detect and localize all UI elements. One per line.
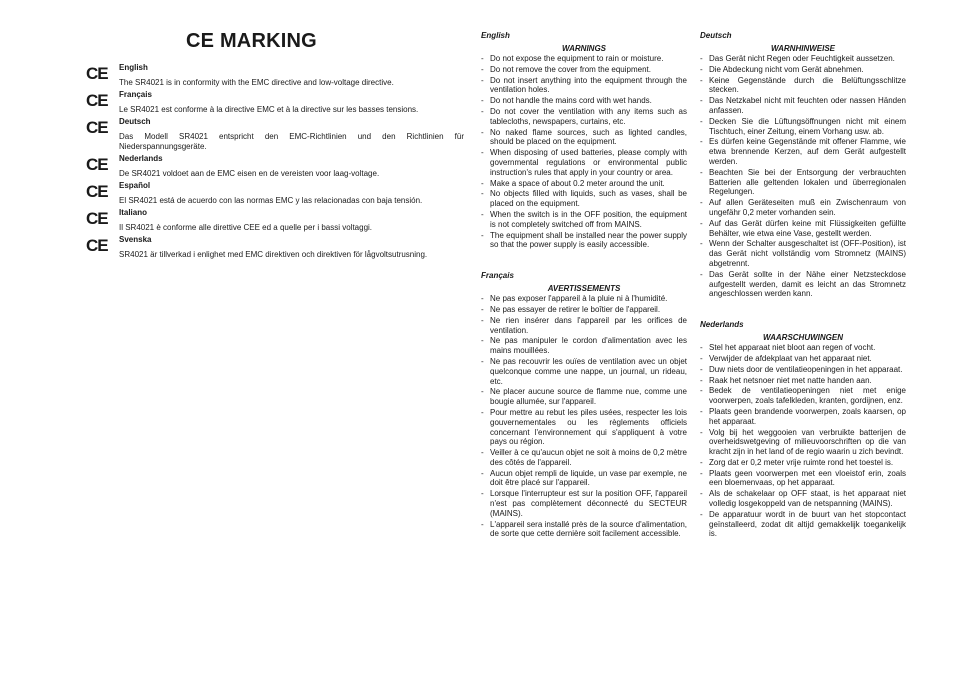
warning-list — [481, 54, 687, 250]
warning-item: - Verwijder de afdekplaat van het apparaat niet. — [700, 354, 906, 364]
ce-language: Deutsch — [119, 117, 151, 126]
warning-item: - De apparatuur wordt in de buurt van het stopcontact geïnstalleerd, zodat dit altijd gemakkelijk toegankelijk is. — [700, 510, 906, 539]
ce-statement: El SR4021 está de acuerdo con las normas EMC y las relacionadas con baja tensión. — [119, 196, 423, 205]
warning-item: - Do not remove the cover from the equipment. — [481, 65, 687, 75]
ce-statement: SR4021 är tillverkad i enlighet med EMC direktiven och direktiven för lågvoltsutrusning. — [119, 250, 428, 259]
warning-item: - Das Netzkabel nicht mit feuchten oder nassen Händen anfassen. — [700, 96, 906, 116]
warning-item: - Aucun objet rempli de liquide, un vase par exemple, ne doit être placé sur l'appareil. — [481, 469, 687, 489]
warning-item: - Pour mettre au rebut les piles usées, respecter les lois gouvernementales ou les règlements officiels concernant l'environnement qui s'appliquent à votre pays ou région. — [481, 408, 687, 447]
warning-item: - Do not insert anything into the equipment through the ventilation holes. — [481, 76, 687, 96]
warning-list — [700, 54, 906, 299]
ce-entry — [86, 208, 464, 233]
warning-item: - Make a space of about 0.2 meter around the unit. — [481, 179, 687, 189]
warning-item: - Lorsque l'interrupteur est sur la position OFF, l'appareil n'est pas complètement déconnecté du SECTEUR (MAINS). — [481, 489, 687, 518]
ce-mark-icon: CE — [86, 64, 108, 83]
warnings-section-english — [481, 30, 687, 250]
warning-item: - Ne pas exposer l'appareil à la pluie ni à l'humidité. — [481, 294, 687, 304]
warning-item: - Do not handle the mains cord with wet hands. — [481, 96, 687, 106]
warning-item: - Als de schakelaar op OFF staat, is het apparaat niet volledig losgekoppeld van de netspanning (MAINS). — [700, 489, 906, 509]
ce-statement: Le SR4021 est conforme à la directive EMC et à la directive sur les basses tensions. — [119, 105, 419, 114]
section-heading: WAARSCHUWINGEN — [763, 333, 843, 343]
ce-language: English — [119, 63, 148, 72]
warning-item: - Beachten Sie bei der Entsorgung der verbrauchten Batterien alle geltenden lokalen und überregionalen Regelungen. — [700, 168, 906, 197]
warning-item: - Auf das Gerät dürfen keine mit Flüssigkeiten gefüllte Behälter, wie etwa eine Vase, gestellt werden. — [700, 219, 906, 239]
ce-statement: The SR4021 is in conformity with the EMC directive and low-voltage directive. — [119, 78, 394, 87]
section-language: Deutsch — [700, 31, 732, 40]
warning-item: - Zorg dat er 0,2 meter vrije ruimte rond het toestel is. — [700, 458, 906, 468]
ce-mark-icon: CE — [86, 182, 108, 201]
ce-mark-icon: CE — [86, 155, 108, 174]
section-heading: AVERTISSEMENTS — [547, 284, 621, 294]
ce-language: Español — [119, 181, 151, 190]
warning-item: - Wenn der Schalter ausgeschaltet ist (OFF-Position), ist das Gerät nicht vollständig vom Stromnetz (MAINS) abgetrennt. — [700, 239, 906, 268]
section-heading: WARNINGS — [562, 44, 606, 53]
warning-item: - Ne pas essayer de retirer le boîtier de l'appareil. — [481, 305, 687, 315]
ce-entry — [86, 154, 464, 179]
ce-mark-icon: CE — [86, 118, 108, 137]
warning-item: - Duw niets door de ventilatieopeningen in het apparaat. — [700, 365, 906, 375]
warning-item: - No naked flame sources, such as lighted candles, should be placed on the equipment. — [481, 128, 687, 148]
warning-item: - Auf allen Geräteseiten muß ein Zwischenraum von ungefähr 0,2 meter vorhanden sein. — [700, 198, 906, 218]
warnings-column-right — [700, 30, 906, 545]
warning-item: - Decken Sie die Lüftungsöffnungen nicht mit einem Tischtuch, einer Zeitung, einem Vorhang usw. ab. — [700, 117, 906, 137]
warning-item: - Plaats geen brandende voorwerpen, zoals kaarsen, op het apparaat. — [700, 407, 906, 427]
warning-item: - Veiller à ce qu'aucun objet ne soit à moins de 0,2 mètre des côtés de l'appareil. — [481, 448, 687, 468]
ce-language: Nederlands — [119, 154, 163, 163]
section-heading: WARNHINWEISE — [771, 44, 835, 53]
ce-mark-icon: CE — [86, 209, 108, 228]
warning-item: - Ne pas recouvrir les ouïes de ventilation avec un objet quelconque comme une nappe, un journal, un rideau, etc. — [481, 357, 687, 386]
ce-mark-icon: CE — [86, 91, 108, 110]
warnings-section-nederlands — [700, 319, 906, 539]
warning-item: - Ne pas manipuler le cordon d'alimentation avec les mains mouillées. — [481, 336, 687, 356]
warning-item: - Do not expose the equipment to rain or moisture. — [481, 54, 687, 64]
warning-item: - Do not cover the ventilation with any items such as tablecloths, newspapers, curtains, etc. — [481, 107, 687, 127]
warning-item: - Plaats geen voorwerpen met een vloeistof erin, zoals een bloemenvaas, op het apparaat. — [700, 469, 906, 489]
ce-language: Svenska — [119, 235, 152, 244]
warnings-section-deutsch — [700, 30, 906, 299]
warning-item: - Keine Gegenstände durch die Belüftungsschlitze stecken. — [700, 76, 906, 96]
warning-item: - Die Abdeckung nicht vom Gerät abnehmen. — [700, 65, 906, 75]
ce-entry — [86, 235, 464, 260]
section-language: Français — [481, 271, 514, 281]
warning-item: - Ne rien insérer dans l'appareil par les orifices de ventilation. — [481, 316, 687, 336]
ce-entry — [86, 181, 464, 206]
ce-mark-icon: CE — [86, 236, 108, 255]
ce-language: Italiano — [119, 208, 148, 217]
ce-statement: Das Modell SR4021 entspricht den EMC-Richtlinien und den Richtlinien für Niederspannungsgeräte. — [119, 132, 464, 151]
warning-item: - No objects filled with liquids, such as vases, shall be placed on the equipment. — [481, 189, 687, 209]
warning-item: - The equipment shall be installed near the power supply so that the power supply is easily accessible. — [481, 231, 687, 251]
warning-list — [700, 343, 906, 539]
ce-entry — [86, 63, 464, 88]
warning-item: - When the switch is in the OFF position, the equipment is not completely switched off from MAINS. — [481, 210, 687, 230]
warning-item: - Das Gerät sollte in der Nähe einer Netzsteckdose aufgestellt werden, damit es leicht an das Stromnetz angeschlossen werden kann. — [700, 270, 906, 299]
warnings-column-left — [481, 30, 687, 545]
ce-statement: De SR4021 voldoet aan de EMC eisen en de vereisten voor laag-voltage. — [119, 169, 380, 178]
warning-item: - Stel het apparaat niet bloot aan regen of vocht. — [700, 343, 906, 353]
ce-declarations — [86, 63, 464, 262]
warning-item: - Es dürfen keine Gegenstände mit offener Flamme, wie etwa brennende Kerzen, auf dem Gerät aufgestellt werden. — [700, 137, 906, 166]
warning-item: - Raak het netsnoer niet met natte handen aan. — [700, 376, 906, 386]
warning-item: - Volg bij het weggooien van verbruikte batterijen de overheidswetgeving of milieuvoorschriften op die van kracht zijn in het land of de regio waarin u zich bevindt. — [700, 428, 906, 457]
warning-item: - Ne placer aucune source de flamme nue, comme une bougie allumée, sur l'appareil. — [481, 387, 687, 407]
ce-language: Français — [119, 90, 152, 99]
ce-entry — [86, 90, 464, 115]
section-language: Nederlands — [700, 320, 744, 330]
warning-item: - Bedek de ventilatieopeningen niet met enige voorwerpen, zoals tafelkleden, kranten, gordijnen, enz. — [700, 386, 906, 406]
ce-statement: Il SR4021 è conforme alle direttive CEE ed a quelle per i bassi voltaggi. — [119, 223, 373, 232]
warning-list — [481, 294, 687, 539]
ce-entry — [86, 117, 464, 152]
page-title: CE MARKING — [186, 30, 317, 52]
section-language: English — [481, 31, 510, 40]
warning-item: - L'appareil sera installé près de la source d'alimentation, de sorte que cette dernière soit facilement accessible. — [481, 520, 687, 540]
warnings-section-francais — [481, 270, 687, 539]
warning-item: - Das Gerät nicht Regen oder Feuchtigkeit aussetzen. — [700, 54, 906, 64]
warning-item: - When disposing of used batteries, please comply with governmental regulations or environmental public instruction's rules that apply in your country or area. — [481, 148, 687, 177]
